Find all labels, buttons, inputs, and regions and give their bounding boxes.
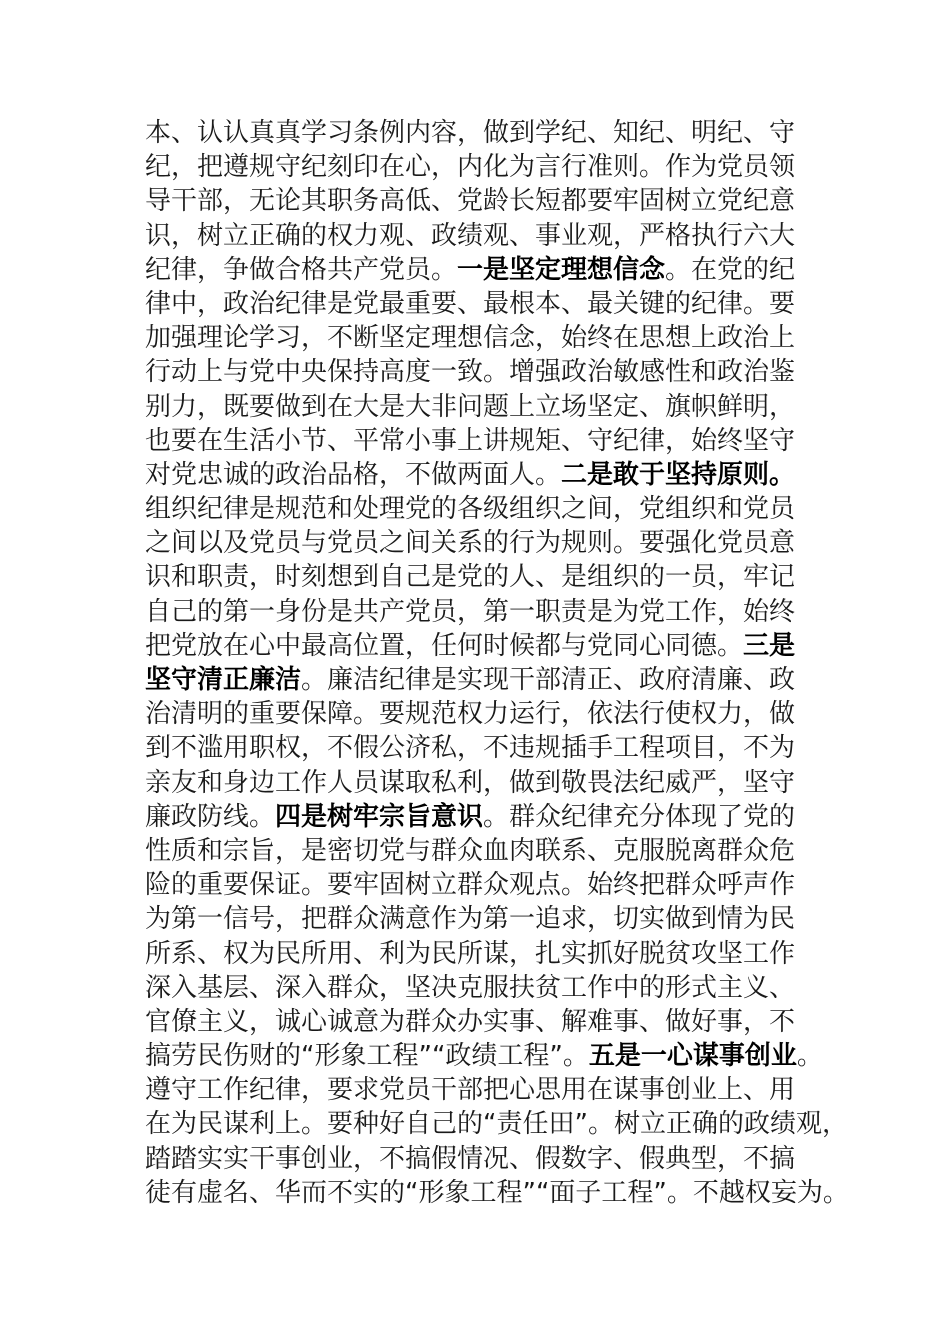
text-segment: 。在党的纪	[665, 254, 796, 285]
text-line	[145, 697, 835, 731]
text-segment: 踏踏实实干事创业，不搞假情况、假数字、假典型，不搞	[145, 1143, 796, 1174]
text-line	[145, 184, 835, 218]
text-line	[145, 150, 835, 184]
text-segment: 把党放在心中最高位置，任何时候都与党同心同德。	[145, 630, 744, 661]
text-segment: 搞劳民伤财的“形象工程”“政绩工程”。	[145, 1041, 589, 1072]
text-segment: 。群众纪律充分体现了党的	[483, 801, 796, 832]
text-segment: 本、认认真真学习条例内容，做到学纪、知纪、明纪、守	[145, 118, 796, 148]
text-line	[145, 355, 835, 389]
text-segment: 行动上与党中央保持高度一致。增强政治敏感性和政治鉴	[145, 357, 796, 388]
bold-heading-text: 三是	[743, 630, 796, 661]
text-line	[145, 800, 835, 834]
text-segment: 治清明的重要保障。要规范权力运行，依法行使权力，做	[145, 699, 796, 730]
text-line	[145, 1107, 848, 1141]
text-segment: 徒有虚名、华而不实的“形象工程”“面子工程”。不越权妄为。	[145, 1177, 849, 1208]
text-segment: 自己的第一身份是共产党员，第一职责是为党工作，始终	[145, 596, 796, 627]
text-line	[145, 902, 835, 936]
text-line	[145, 321, 835, 355]
text-segment: 到不滥用职权，不假公济私，不违规插手工程项目，不为	[145, 733, 796, 764]
text-line	[145, 219, 835, 253]
text-segment: 组织纪律是规范和处理党的各级组织之间，党组织和党员	[145, 494, 796, 525]
text-segment: 性质和宗旨，是密切党与群众血肉联系、克服脱离群众危	[145, 835, 796, 866]
text-segment: 也要在生活小节、平常小事上讲规矩、守纪律，始终坚守	[145, 425, 796, 456]
text-line	[145, 526, 835, 560]
text-line	[145, 731, 835, 765]
text-segment: 别力，既要做到在大是大非问题上立场坚定、旗帜鲜明，	[145, 391, 796, 422]
text-line	[145, 937, 835, 971]
text-line	[145, 1142, 835, 1176]
text-segment: 为第一信号，把群众满意作为第一追求，切实做到情为民	[145, 904, 796, 935]
bold-heading-text: 四是树牢宗旨意识	[275, 801, 484, 832]
text-line	[145, 868, 835, 902]
text-line	[145, 629, 835, 663]
bold-heading-text: 一是坚定理想信念	[457, 254, 666, 285]
text-segment: 识，树立正确的权力观、政绩观、事业观，严格执行六大	[145, 220, 796, 251]
text-segment: 律中，政治纪律是党最重要、最根本、最关键的纪律。要	[145, 288, 796, 319]
text-line	[145, 424, 835, 458]
text-segment: 导干部，无论其职务高低、党龄长短都要牢固树立党纪意	[145, 186, 796, 217]
text-segment: 加强理论学习，不断坚定理想信念，始终在思想上政治上	[145, 323, 796, 354]
text-segment: 对党忠诚的政治品格，不做两面人。	[145, 459, 562, 490]
text-line	[145, 116, 835, 150]
text-segment: 。廉洁纪律是实现干部清正、政府清廉、政	[301, 665, 796, 695]
text-segment: 官僚主义，诚心诚意为群众办实事、解难事、做好事，不	[145, 1006, 796, 1037]
text-segment: 险的重要保证。要牢固树立群众观点。始终把群众呼声作	[145, 870, 796, 901]
bold-heading-text: 五是一心谋事创业	[588, 1041, 797, 1072]
bold-heading-text: 坚守清正廉洁	[145, 665, 302, 695]
text-segment: 遵守工作纪律，要求党员干部把心思用在谋事创业上、用	[145, 1075, 796, 1106]
text-segment: 之间以及党员与党员之间关系的行为规则。要强化党员意	[145, 528, 796, 559]
text-segment: 所系、权为民所用、利为民所谋，扎实抓好脱贫攻坚工作	[145, 938, 796, 969]
text-segment: 廉政防线。	[145, 801, 276, 832]
text-line	[145, 1005, 835, 1039]
text-line	[145, 253, 835, 287]
text-line	[145, 458, 835, 492]
bold-heading-text: 二是敢于坚持原则。	[561, 459, 796, 490]
text-line	[145, 766, 835, 800]
body-text	[145, 116, 849, 1210]
text-segment: 识和职责，时刻想到自己是党的人、是组织的一员，牢记	[145, 562, 796, 593]
text-line	[145, 595, 835, 629]
text-segment: 。	[796, 1041, 823, 1072]
text-segment: 深入基层、深入群众，坚决克服扶贫工作中的形式主义、	[145, 972, 796, 1003]
text-segment: 亲友和身边工作人员谋取私利，做到敬畏法纪威严，坚守	[145, 767, 796, 798]
text-segment: 纪，把遵规守纪刻印在心，内化为言行准则。作为党员领	[145, 152, 796, 183]
text-line	[145, 1176, 849, 1210]
text-line	[145, 1073, 835, 1107]
text-line	[145, 1039, 835, 1073]
text-line	[145, 287, 835, 321]
text-line	[145, 390, 835, 424]
text-line	[145, 492, 835, 526]
text-line	[145, 663, 835, 697]
text-line	[145, 971, 835, 1005]
text-segment: 在为民谋利上。要种好自己的“责任田”。树立正确的政绩观，	[145, 1109, 848, 1140]
text-segment: 纪律，争做合格共产党员。	[145, 254, 458, 285]
text-line	[145, 834, 835, 868]
text-line	[145, 560, 835, 594]
